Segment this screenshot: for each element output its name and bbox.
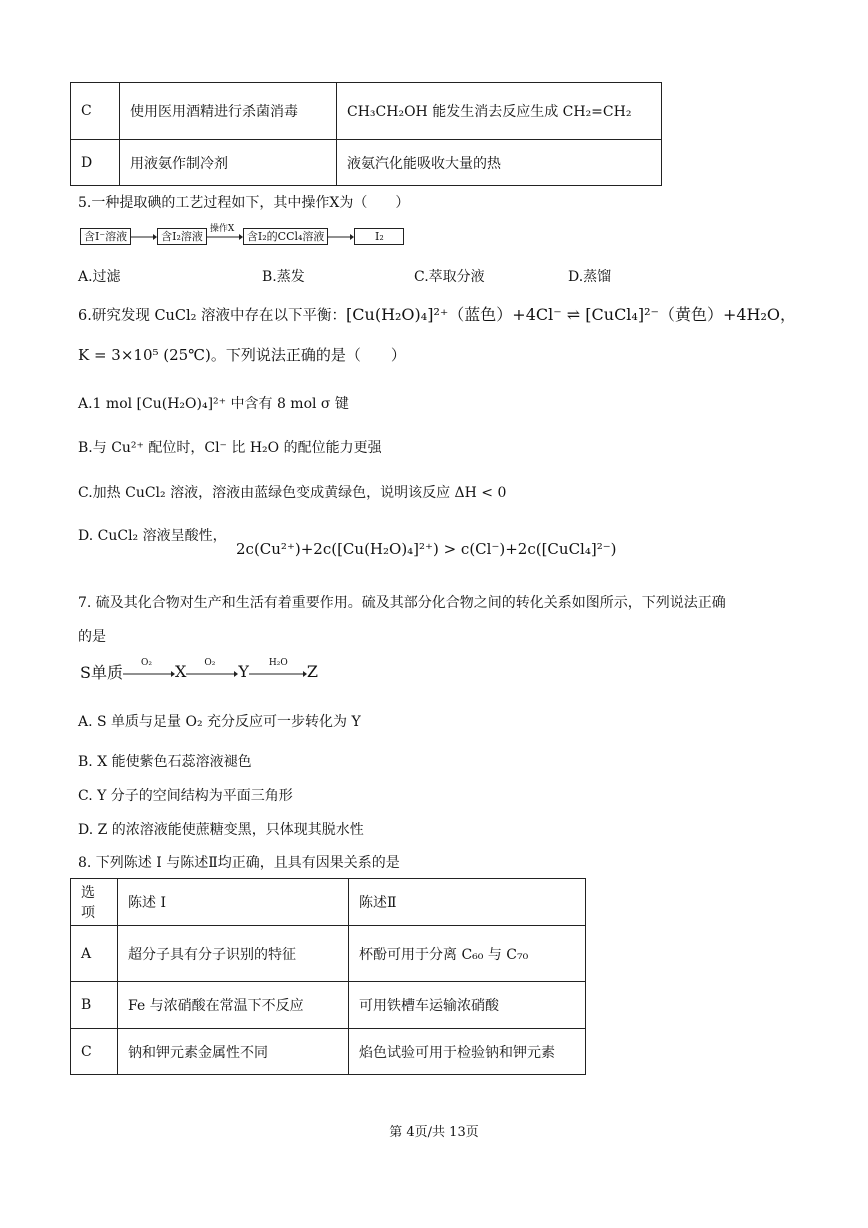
chain-arrow [186, 657, 238, 680]
chain-node: Z [306, 662, 319, 681]
q6-option-a: A.1 mol [Cu(H₂O)₄]²⁺ 中含有 8 mol σ 键 [78, 396, 349, 412]
row-statement-1: Fe 与浓硝酸在常温下不反应 [118, 982, 349, 1029]
arrow-right-icon [249, 664, 307, 680]
row-key: C [71, 1029, 118, 1075]
row-key: C [71, 83, 120, 140]
q6-equilibrium: [Cu(H₂O)₄]²⁺（蓝色）+4Cl⁻ ⇌ [CuCl₄]²⁻（黄色）+4H₂O， [346, 305, 797, 324]
row-key: B [71, 982, 118, 1029]
row-reason: 液氨汽化能吸收大量的热 [337, 140, 662, 186]
row-statement: 使用医用酒精进行杀菌消毒 [120, 83, 337, 140]
table-header-row [71, 879, 586, 926]
q7-stem-a: 7. 硫及其化合物对生产和生活有着重要作用。硫及其部分化合物之间的转化关系如图所示，下列说法正确 [78, 595, 726, 611]
q6-option-d-a: D. CuCl₂ 溶液呈酸性， [78, 528, 227, 544]
table-q8 [70, 878, 586, 1075]
q6-stem-line1 [78, 302, 796, 325]
row-statement-1: 钠和钾元素金属性不同 [118, 1029, 349, 1075]
q7-option-c: C. Y 分子的空间结构为平面三角形 [78, 788, 293, 804]
page-footer: 第 4页/共 13页 [389, 1125, 479, 1140]
chain-arrow [249, 657, 307, 680]
q7-option-d: D. Z 的浓溶液能使蔗糖变黑，只体现其脱水性 [78, 822, 364, 838]
q6-option-c: C.加热 CuCl₂ 溶液，溶液由蓝绿色变成黄绿色，说明该反应 ΔH < 0 [78, 485, 507, 501]
row-statement-2: 焰色试验可用于检验钠和钾元素 [349, 1029, 586, 1075]
arrow-right-icon [328, 232, 354, 242]
q5-option-c: C.萃取分液 [414, 269, 485, 285]
q7-stem-b: 的是 [78, 629, 106, 645]
row-reason: CH₃CH₂OH 能发生消去反应生成 CH₂=CH₂ [337, 83, 662, 140]
q5-option-d: D.蒸馏 [568, 269, 612, 285]
row-statement: 用液氨作制冷剂 [120, 140, 337, 186]
arrow-label: O₂ [140, 657, 152, 668]
flow-box: I₂ [354, 228, 404, 245]
chain-arrow [123, 657, 175, 680]
chain-node: X [174, 662, 187, 681]
row-key: A [71, 926, 118, 982]
table-row [71, 140, 662, 186]
q5-option-b: B.蒸发 [262, 269, 305, 285]
arrow-label: H₂O [268, 657, 288, 668]
chain-node: S单质 [80, 663, 123, 682]
row-statement-2: 可用铁槽车运输浓硝酸 [349, 982, 586, 1029]
q5-option-a: A.过滤 [78, 269, 121, 285]
arrow-right-icon [186, 664, 238, 680]
table-row [71, 926, 586, 982]
flow-box: 含I⁻溶液 [80, 228, 131, 245]
chain-node: Y [238, 662, 249, 681]
q6-stem-a: 6.研究发现 CuCl₂ 溶液中存在以下平衡： [78, 308, 347, 324]
q6-option-b: B.与 Cu²⁺ 配位时，Cl⁻ 比 H₂O 的配位能力更强 [78, 440, 382, 456]
flow-op-arrow [207, 223, 243, 244]
arrow-label: O₂ [204, 657, 216, 668]
q5-flow-diagram [80, 223, 404, 245]
table-row [71, 83, 662, 140]
flow-box: 含I₂溶液 [157, 228, 207, 245]
flow-box: 含I₂的CCl₄溶液 [243, 228, 329, 245]
table-top [70, 82, 662, 186]
row-key: D [71, 140, 120, 186]
q5-stem: 5.一种提取碘的工艺过程如下，其中操作X为（ ） [78, 195, 410, 211]
q8-stem: 8. 下列陈述 I 与陈述Ⅱ均正确，且具有因果关系的是 [78, 855, 400, 871]
q7-option-b: B. X 能使紫色石蕊溶液褪色 [78, 754, 252, 770]
row-statement-2: 杯酚可用于分离 C₆₀ 与 C₇₀ [349, 926, 586, 982]
q6-stem-b: K = 3×10⁵ (25℃)。下列说法正确的是（ ） [78, 346, 406, 364]
column-header: 陈述 I [118, 879, 349, 926]
q7-chain [80, 657, 319, 683]
flow-op-label: 操作X [209, 223, 235, 234]
row-statement-1: 超分子具有分子识别的特征 [118, 926, 349, 982]
table-row [71, 1029, 586, 1075]
q6-option-d-b: 2c(Cu²⁺)+2c([Cu(H₂O)₄]²⁺) > c(Cl⁻)+2c([CuCl₄]²⁻) [236, 540, 617, 558]
column-header: 选项 [71, 879, 118, 926]
arrow-right-icon [123, 664, 175, 680]
table-row [71, 982, 586, 1029]
column-header: 陈述Ⅱ [349, 879, 586, 926]
arrow-right-icon [207, 230, 243, 244]
q7-option-a: A. S 单质与足量 O₂ 充分反应可一步转化为 Y [78, 714, 361, 730]
arrow-right-icon [131, 232, 157, 242]
